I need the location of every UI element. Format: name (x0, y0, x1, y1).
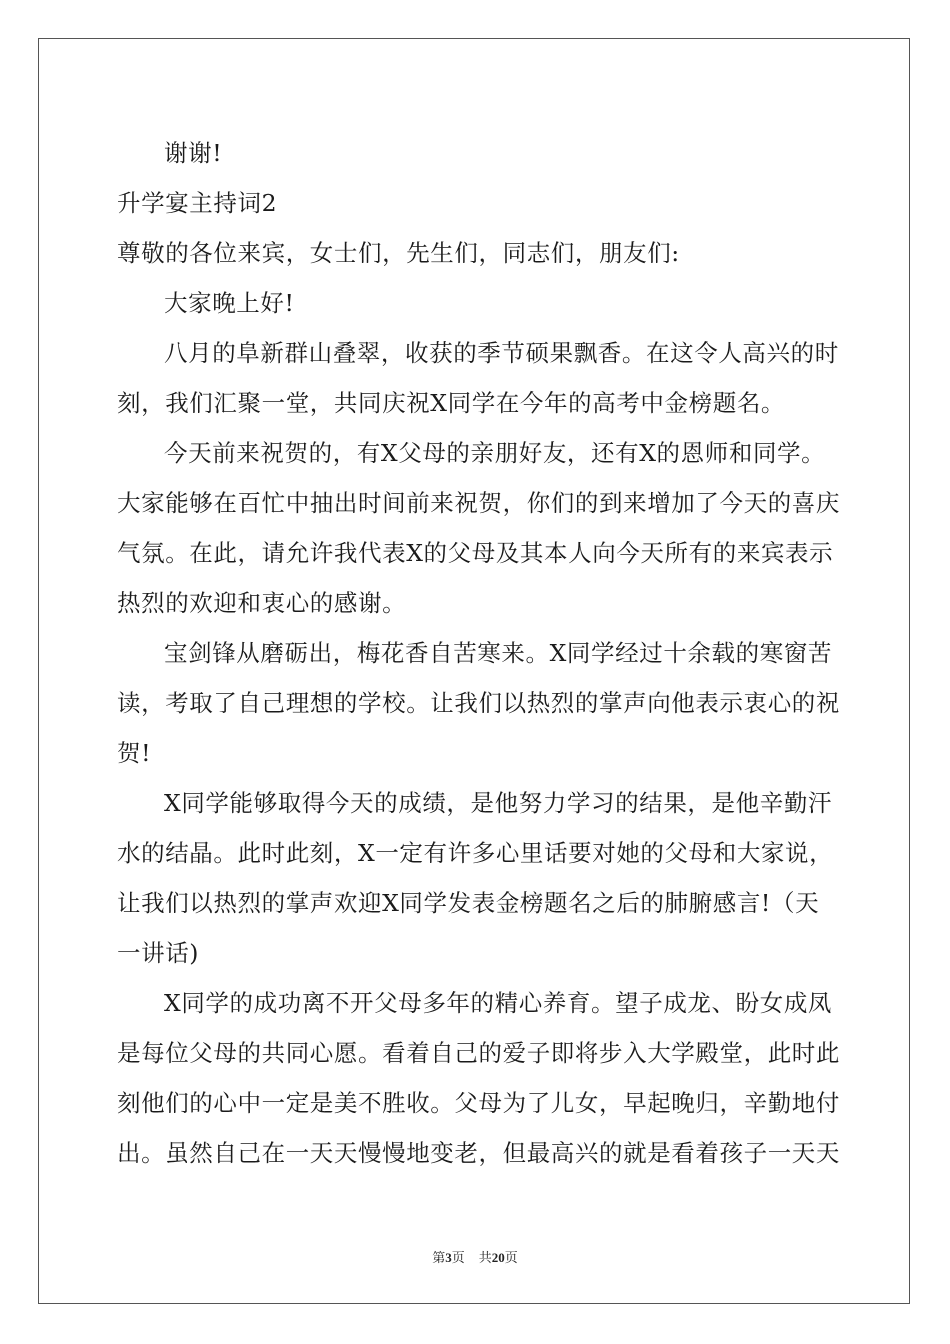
text-line: 大家晚上好! (164, 289, 295, 317)
text-line: 今天前来祝贺的，有X父母的亲朋好友，还有X的恩师和同学。 (164, 439, 826, 467)
text-line: X同学的成功离不开父母多年的精心养育。望子成龙、盼女成凤 (164, 989, 833, 1017)
document-body (117, 128, 840, 1178)
text-line: 贺! (117, 739, 152, 767)
footer-page-number: 3 (445, 1250, 452, 1265)
paragraph (117, 778, 833, 978)
text-line: 刻他们的心中一定是美不胜收。父母为了儿女，早起晚归，辛勤地付 (117, 1089, 840, 1117)
footer-page-suffix: 页 (451, 1251, 465, 1266)
text-line: 一讲话) (117, 939, 200, 967)
paragraph (117, 428, 840, 628)
footer-total-suffix: 页 (504, 1251, 518, 1266)
text-line: 谢谢! (164, 139, 223, 167)
text-line: 让我们以热烈的掌声欢迎X同学发表金榜题名之后的肺腑感言!（天 (117, 889, 820, 917)
paragraph (117, 328, 839, 428)
paragraph (117, 228, 833, 278)
footer-total-prefix: 共 (478, 1251, 492, 1266)
text-line: 气氛。在此，请允许我代表X的父母及其本人向今天所有的来宾表示 (117, 539, 834, 567)
text-line: 宝剑锋从磨砺出，梅花香自苦寒来。X同学经过十余载的寒窗苦 (164, 639, 833, 667)
text-line: 尊敬的各位来宾，女士们，先生们，同志们，朋友们: (117, 239, 680, 267)
footer-page-prefix: 第 (432, 1251, 446, 1266)
text-line: 大家能够在百忙中抽出时间前来祝贺，你们的到来增加了今天的喜庆 (117, 489, 840, 517)
text-line: 八月的阜新群山叠翠，收获的季节硕果飘香。在这令人高兴的时 (164, 339, 839, 367)
paragraph (117, 278, 833, 328)
text-line: 是每位父母的共同心愿。看着自己的爱子即将步入大学殿堂，此时此 (117, 1039, 840, 1067)
text-line: X同学能够取得今天的成绩，是他努力学习的结果，是他辛勤汗 (164, 789, 833, 817)
text-line: 出。虽然自己在一天天慢慢地变老，但最高兴的就是看着孩子一天天 (117, 1139, 840, 1167)
text-line: 读，考取了自己理想的学校。让我们以热烈的掌声向他表示衷心的祝 (117, 689, 840, 717)
paragraph (117, 628, 840, 778)
text-line: 升学宴主持词2 (117, 189, 278, 217)
footer-total-pages: 20 (491, 1250, 505, 1265)
paragraph (117, 128, 833, 178)
text-line: 水的结晶。此时此刻，X一定有许多心里话要对她的父母和大家说， (117, 839, 834, 867)
paragraph (117, 978, 840, 1178)
text-line: 热烈的欢迎和衷心的感谢。 (117, 589, 407, 617)
paragraph (117, 178, 833, 228)
text-line: 刻，我们汇聚一堂，共同庆祝X同学在今年的高考中金榜题名。 (117, 389, 786, 417)
page-footer (0, 1247, 950, 1266)
